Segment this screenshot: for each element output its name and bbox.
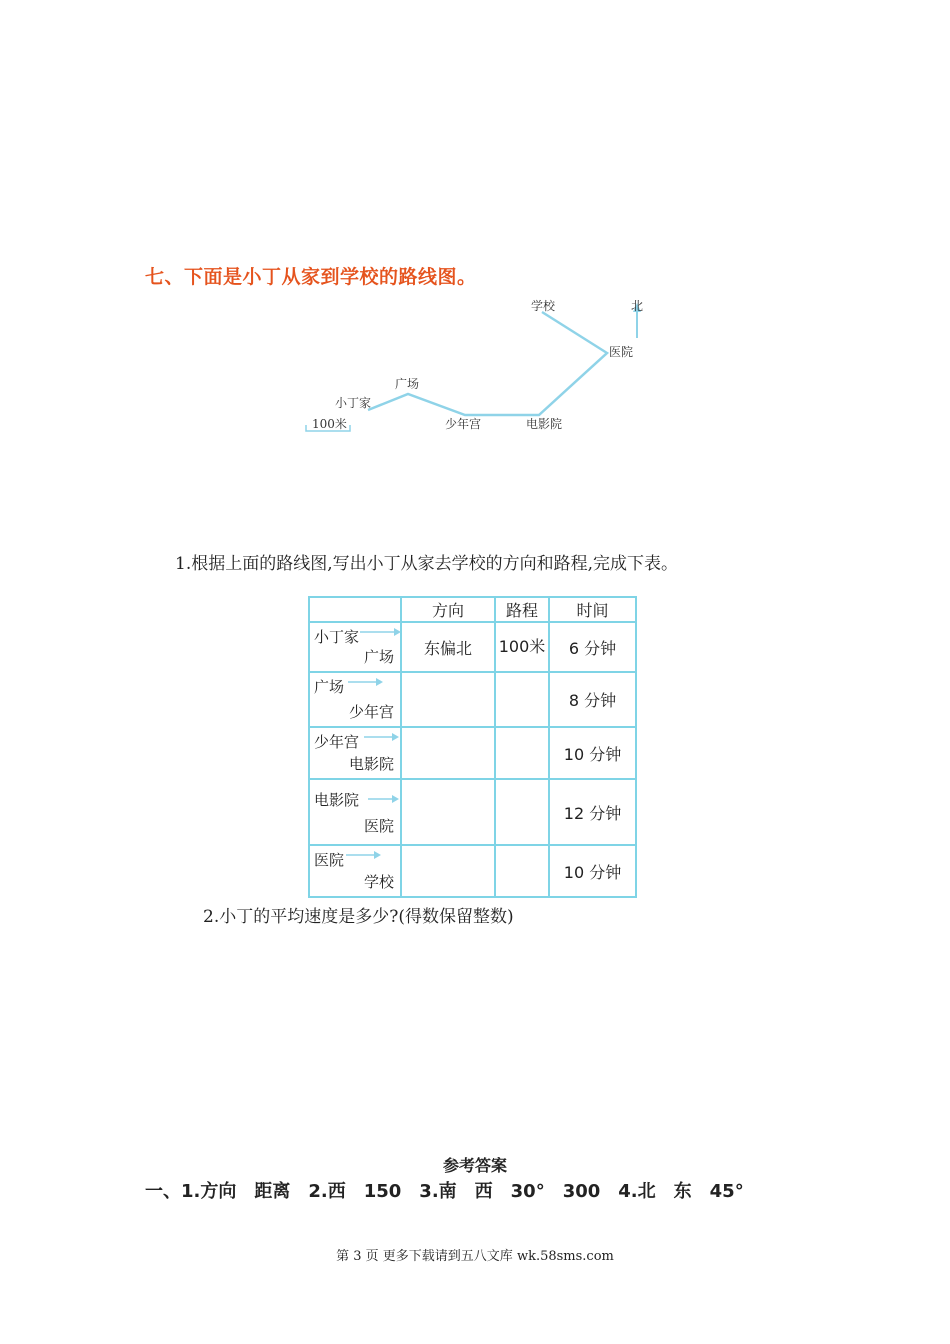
table-row (309, 622, 636, 672)
distance-cell[interactable] (495, 672, 549, 727)
section-title: 七、下面是小丁从家到学校的路线图。 (145, 266, 477, 288)
distance-cell[interactable] (495, 845, 549, 897)
question-1: 1.根据上面的路线图,写出小丁从家去学校的方向和路程,完成下表。 (175, 554, 679, 574)
table-row (309, 727, 636, 779)
time-cell: 8 分钟 (549, 672, 636, 727)
direction-cell[interactable]: 东偏北 (401, 622, 495, 672)
segment-from: 小丁家 (314, 628, 360, 646)
segment-from: 广场 (314, 678, 345, 696)
direction-cell[interactable] (401, 672, 495, 727)
north-label: 北 (631, 299, 644, 313)
distance-cell[interactable]: 100米 (495, 622, 549, 672)
segment-to: 少年宫 (348, 703, 394, 721)
page-footer: 第 3 页 更多下载请到五八文库 wk.58sms.com (336, 1249, 614, 1264)
segment-cell (309, 622, 401, 672)
segment-cell (309, 672, 401, 727)
segment-cell (309, 779, 401, 845)
header-direction: 方向 (401, 597, 495, 622)
route-table (308, 596, 637, 898)
time-cell: 10 分钟 (549, 845, 636, 897)
time-cell: 10 分钟 (549, 727, 636, 779)
place-cinema: 电影院 (526, 417, 563, 431)
segment-from: 电影院 (314, 791, 360, 809)
place-school: 学校 (531, 299, 556, 313)
arrow-icon (346, 850, 382, 860)
table-row (309, 672, 636, 727)
header-segment (309, 597, 401, 622)
arrow-icon (360, 627, 402, 637)
place-home: 小丁家 (335, 396, 372, 410)
direction-cell[interactable] (401, 779, 495, 845)
table-header-row (309, 597, 636, 622)
place-hospital: 医院 (609, 345, 634, 359)
question-2: 2.小丁的平均速度是多少?(得数保留整数) (203, 907, 514, 927)
segment-to: 电影院 (348, 755, 394, 773)
answers-title: 参考答案 (442, 1156, 507, 1175)
place-square: 广场 (395, 377, 420, 391)
answers-line: 一、1.方向 距离 2.西 150 3.南 西 30° 300 4.北 东 45° (145, 1181, 744, 1202)
arrow-icon (348, 677, 384, 687)
segment-to: 医院 (363, 817, 394, 835)
header-distance: 路程 (495, 597, 549, 622)
segment-to: 广场 (363, 648, 394, 666)
scale-label: 100米 (312, 417, 347, 431)
place-youth-palace: 少年宫 (445, 417, 482, 431)
segment-from: 医院 (314, 851, 345, 869)
header-time: 时间 (549, 597, 636, 622)
segment-cell (309, 845, 401, 897)
route-line (368, 312, 607, 415)
direction-cell[interactable] (401, 845, 495, 897)
arrow-icon (364, 732, 400, 742)
segment-to: 学校 (363, 873, 394, 891)
table-row (309, 845, 636, 897)
distance-cell[interactable] (495, 727, 549, 779)
time-cell: 12 分钟 (549, 779, 636, 845)
time-cell: 6 分钟 (549, 622, 636, 672)
segment-cell (309, 727, 401, 779)
arrow-icon (368, 794, 400, 804)
table-row (309, 779, 636, 845)
route-map (290, 290, 670, 450)
distance-cell[interactable] (495, 779, 549, 845)
segment-from: 少年宫 (314, 733, 360, 751)
direction-cell[interactable] (401, 727, 495, 779)
